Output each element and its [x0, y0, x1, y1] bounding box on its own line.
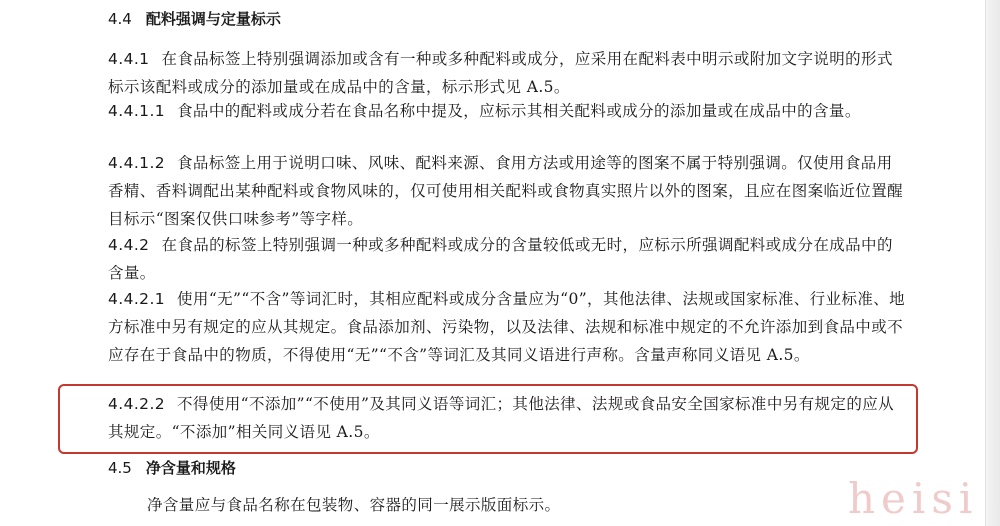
- clause-number: 4.4.2.1: [108, 290, 166, 308]
- clause-number: 4.4.1: [108, 50, 150, 68]
- clause-text: 在食品的标签上特别强调一种或多种配料或成分的含量较低或无时，应标示所强调配料或成分在成品中的含量。: [108, 236, 893, 282]
- clause-4-4-2-2: [108, 390, 908, 446]
- clause-text: 在食品标签上特别强调添加或含有一种或多种配料或成分，应采用在配料表中明示或附加文字说明的形式标示该配料或成分的添加量或在成品中的含量，标示形式见 A.5。: [108, 50, 893, 96]
- clause-4-4-2: [108, 231, 908, 287]
- clause-number: 4.4.2: [108, 236, 150, 254]
- section-heading-4-4: [108, 9, 281, 29]
- clause-4-4-1-2: [108, 149, 908, 233]
- clause-4-4-2-1: [108, 285, 908, 369]
- page-edge: [985, 0, 1000, 526]
- section-number: 4.4: [108, 10, 132, 28]
- clause-text: 食品中的配料或成分若在食品名称中提及，应标示其相关配料或成分的添加量或在成品中的含量。: [177, 102, 861, 120]
- clause-4-4-1-1: [108, 97, 908, 125]
- watermark: heisi: [848, 474, 979, 523]
- clause-number: 4.4.1.1: [108, 102, 166, 120]
- section-title: 净含量和规格: [145, 459, 236, 477]
- clause-text: 不得使用“不添加”“不使用”及其同义语等词汇；其他法律、法规或食品安全国家标准中另有规定的应从其规定。“不添加”相关同义语见 A.5。: [108, 395, 895, 441]
- clause-4-4-1: [108, 45, 908, 101]
- clause-number: 4.4.1.2: [108, 154, 166, 172]
- section-heading-4-5: [108, 458, 236, 478]
- net-content-paragraph: 净含量应与食品名称在包装物、容器的同一展示版面标示。: [147, 496, 561, 514]
- section-title: 配料强调与定量标示: [145, 10, 281, 28]
- clause-text: 使用“无”“不含”等词汇时，其相应配料或成分含量应为“0”，其他法律、法规或国家标准、行业标准、地方标准中另有规定的应从其规定。食品添加剂、污染物，以及法律、法规和标准中规定的不允许添加到食品中或不应存在于食品中的物质，不得使用“无”“不含”等词汇及其同义语进行声称。含量声称同义语见 A.5。: [108, 290, 906, 364]
- clause-text: 食品标签上用于说明口味、风味、配料来源、食用方法或用途等的图案不属于特别强调。仅使用食品用香精、香料调配出某种配料或食物风味的，仅可使用相关配料或食物真实照片以外的图案，且应在图案临近位置醒目标示“图案仅供口味参考”等字样。: [108, 154, 904, 228]
- section-number: 4.5: [108, 459, 132, 477]
- clause-number: 4.4.2.2: [108, 395, 166, 413]
